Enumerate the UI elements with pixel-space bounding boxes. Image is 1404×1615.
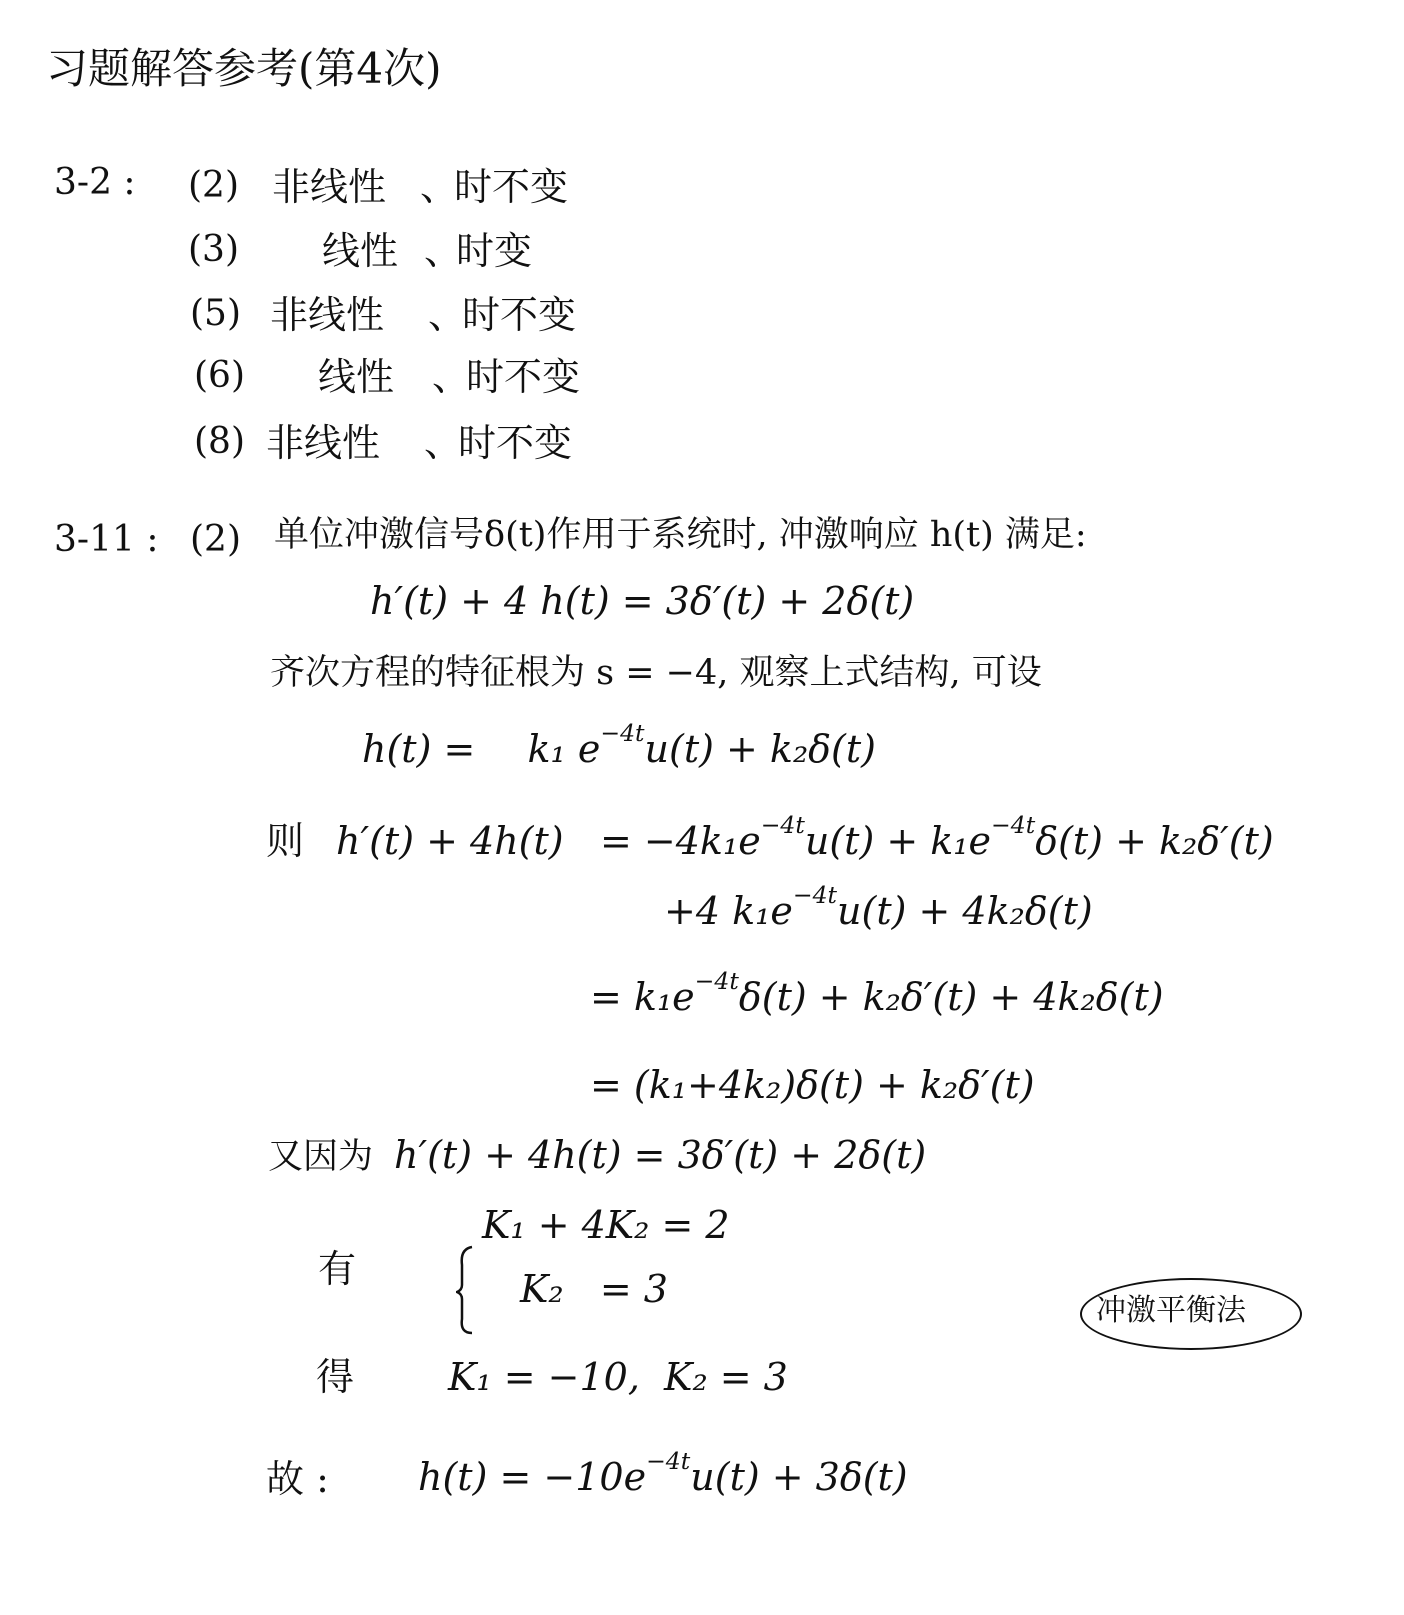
line1-part-b: u(t) + k₁e xyxy=(804,819,992,863)
derivation-line-3 xyxy=(590,966,1164,1019)
problem-3-11-label: 3-11 : xyxy=(54,519,159,560)
answer-time: 时不变 xyxy=(462,293,577,337)
derivation-line-2 xyxy=(664,880,1093,933)
answer-separator: 、 xyxy=(424,229,463,273)
final-part-b: u(t) + 3δ(t) xyxy=(690,1455,908,1499)
answer-time: 时不变 xyxy=(466,355,581,399)
line1-part-c: δ(t) + k₂δ′(t) xyxy=(1035,819,1274,863)
page-title: 习题解答参考(第4次) xyxy=(46,44,442,93)
answer-separator: 、 xyxy=(428,293,467,337)
exponent: −4t xyxy=(694,966,739,995)
answer-time: 时不变 xyxy=(454,165,569,209)
final-part-a: h(t) = −10e xyxy=(418,1455,647,1499)
derivation-line-1 xyxy=(600,810,1274,863)
answer-separator: 、 xyxy=(432,355,471,399)
equation-ode: h′(t) + 4 h(t) = 3δ′(t) + 2δ(t) xyxy=(370,579,915,623)
exponent: −4t xyxy=(646,1446,691,1475)
answer-linearity: 线性 xyxy=(322,229,399,273)
line2-part-b: u(t) + 4k₂δ(t) xyxy=(837,889,1093,933)
answer-time: 时变 xyxy=(456,229,533,273)
characteristic-root-text: 齐次方程的特征根为 s = −4, 观察上式结构, 可设 xyxy=(270,653,1042,693)
answer-tag: (3) xyxy=(188,229,239,270)
answer-linearity: 非线性 xyxy=(272,165,387,209)
therefore-label: 故 : xyxy=(266,1457,329,1501)
answer-linearity: 线性 xyxy=(318,355,395,399)
intro-text: 单位冲激信号δ(t)作用于系统时, 冲激响应 h(t) 满足: xyxy=(274,515,1087,555)
assumed-lhs: h(t) = xyxy=(362,727,476,771)
derivation-line-4: = (k₁+4k₂)δ(t) + k₂δ′(t) xyxy=(590,1063,1035,1107)
final-answer xyxy=(418,1446,908,1499)
get-label: 得 xyxy=(316,1355,355,1399)
line3-part-b: δ(t) + k₂δ′(t) + 4k₂δ(t) xyxy=(738,975,1164,1019)
exponent: −4t xyxy=(991,810,1036,839)
line2-part-a: +4 k₁e xyxy=(664,889,793,933)
answer-separator: 、 xyxy=(420,165,459,209)
answer-tag: (2) xyxy=(188,165,239,206)
exponent: −4t xyxy=(792,880,838,909)
assumed-rhs-a: k₁ e xyxy=(527,727,601,771)
answer-tag: (5) xyxy=(190,293,241,334)
then-lhs: h′(t) + 4h(t) xyxy=(336,819,564,863)
then-label: 则 xyxy=(266,819,305,863)
exponent: −4t xyxy=(760,810,805,839)
line1-part-a: = −4k₁e xyxy=(600,819,761,863)
have-label: 有 xyxy=(318,1247,357,1291)
answer-tag: (8) xyxy=(194,421,245,462)
answer-time: 时不变 xyxy=(458,421,573,465)
answer-separator: 、 xyxy=(424,421,463,465)
assumed-rhs-b: u(t) + k₂δ(t) xyxy=(644,727,876,771)
part-tag: (2) xyxy=(190,519,241,560)
assumed-solution xyxy=(362,718,876,771)
answer-linearity: 非线性 xyxy=(266,421,381,465)
solution-values: K₁ = −10, K₂ = 3 xyxy=(448,1355,788,1399)
because-equation: h′(t) + 4h(t) = 3δ′(t) + 2δ(t) xyxy=(394,1133,927,1177)
system-equation-1: K₁ + 4K₂ = 2 xyxy=(482,1203,730,1247)
system-brace xyxy=(456,1245,474,1335)
exponent: −4t xyxy=(600,718,645,747)
method-note: 冲激平衡法 xyxy=(1096,1293,1246,1328)
because-label: 又因为 xyxy=(268,1137,374,1177)
system-equation-2: K₂ = 3 xyxy=(520,1267,668,1311)
answer-tag: (6) xyxy=(194,355,245,396)
answer-linearity: 非线性 xyxy=(270,293,385,337)
line3-part-a: = k₁e xyxy=(590,975,695,1019)
problem-3-2-label: 3-2 : xyxy=(54,162,136,203)
